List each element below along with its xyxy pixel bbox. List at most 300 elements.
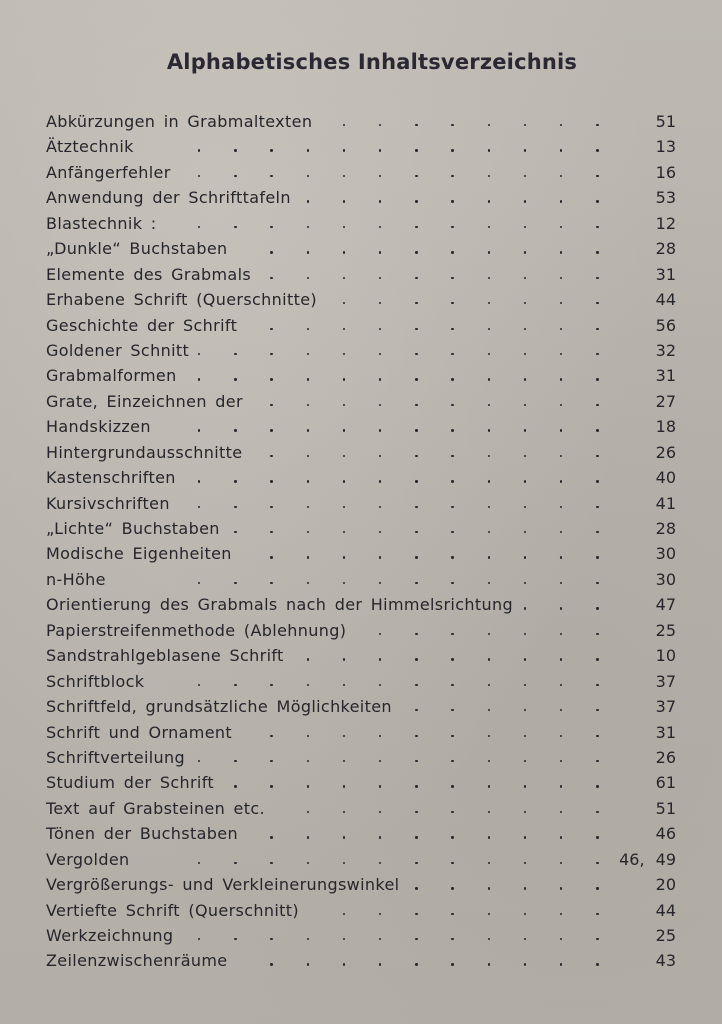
leader-dot [488,913,490,915]
leader-dot [307,251,309,253]
leader-dot [343,913,345,915]
entry-label: Studium der Schrift [46,773,215,793]
leader-dot [596,353,598,355]
entry-page-number: 25 [655,926,676,945]
leader-dot [198,378,200,380]
leader-dot [307,175,309,177]
leader-dot [234,226,236,228]
entry-label: Tönen der Buchstaben [46,824,238,844]
leader-dot [379,404,381,406]
entry-page-number: 37 [655,697,676,717]
leader-dot [560,785,562,787]
leader-dot [198,226,200,228]
leader-dot [596,556,598,558]
entry-page-number: 43 [655,951,676,971]
leader-dot [596,913,598,915]
leader-dot [379,785,381,787]
leader-dot [379,429,381,431]
leader-dot [451,785,453,787]
leader-dot [307,277,309,279]
leader-dot [596,811,598,813]
leader-dot [451,709,453,711]
leader-dot [488,582,490,584]
index-entry [0,313,722,338]
leader-dot [560,302,562,304]
leader-dot [451,938,453,940]
leader-dot [596,735,598,737]
leader-dot [198,938,200,940]
entry-label: Geschichte der Schrift [46,315,238,335]
leader-dot [343,277,345,279]
leader-dot [524,429,526,431]
index-entry [0,694,722,719]
leader-dot [451,328,453,330]
leader-dot [451,124,453,126]
leader-dot [307,149,309,151]
leader-dot [379,277,381,279]
index-entry [0,236,722,261]
index-entry [0,185,722,210]
index-entry [0,287,722,312]
leader-dot [415,149,417,151]
leader-dot [524,938,526,940]
leader-dot [379,735,381,737]
leader-dot [307,226,309,228]
leader-dot [415,480,417,482]
leader-dot [415,353,417,355]
leader-dot [451,811,453,813]
leader-dot [234,531,236,533]
leader-dot [415,709,417,711]
leader-dot [488,480,490,482]
leader-dot [234,175,236,177]
leader-dot [234,149,236,151]
leader-dot [488,531,490,533]
leader-dot [596,251,598,253]
leader-dot [560,277,562,279]
leader-dot [524,913,526,915]
leader-dot [379,480,381,482]
leader-dot [560,200,562,202]
leader-dot [343,658,345,660]
entry-label: Grabmalformen [46,366,177,386]
leader-dot [560,531,562,533]
index-entry [0,720,722,745]
entry-page-number: 26 [655,442,676,462]
entry-label: Vertiefte Schrift (Querschnitt) [46,900,299,920]
leader-dot [415,811,417,813]
leader-dot [415,226,417,228]
leader-dot [596,836,598,838]
leader-dot [524,735,526,737]
entry-label: Erhabene Schrift (Querschnitte) [46,290,317,310]
index-entry [0,643,722,668]
entry-page-number: 40 [655,468,676,488]
leader-dot [198,684,200,686]
leader-dot [307,506,309,508]
leader-dot [596,480,598,482]
leader-dot [560,226,562,228]
leader-dot [488,633,490,635]
leader-dot [524,836,526,838]
leader-dot [596,302,598,304]
leader-dot [488,302,490,304]
leader-dot [379,328,381,330]
leader-dot [343,328,345,330]
leader-dot [415,658,417,660]
entry-page-number: 10 [655,646,676,666]
leader-dot [379,378,381,380]
entry-label: Blastechnik : [46,213,157,233]
leader-dot [270,735,272,737]
leader-dot [415,531,417,533]
leader-dot [307,556,309,558]
entry-label: Grate, Einzeichnen der [46,391,243,411]
leader-dot [488,404,490,406]
leader-dot [560,963,562,965]
leader-dot [488,353,490,355]
leader-dot [343,760,345,762]
leader-dot [560,862,562,864]
leader-dot [451,455,453,457]
entry-label: Schriftverteilung [46,747,186,767]
leader-dot [270,455,272,457]
entry-page-number: 44 [655,290,676,310]
leader-dot [415,913,417,915]
leader-dot [488,836,490,838]
leader-dot [270,328,272,330]
entry-label: Vergolden [46,849,130,869]
leader-dot [379,251,381,253]
leader-dot [560,328,562,330]
leader-dot [451,149,453,151]
leader-dot [307,582,309,584]
entry-page-number: 27 [655,391,676,411]
leader-dot [451,658,453,660]
entry-page-number: 13 [655,137,676,157]
entry-label: Sandstrahlgeblasene Schrift [46,646,284,666]
leader-dot [560,175,562,177]
leader-dot [379,684,381,686]
entry-page-number: 46, 49 [619,849,676,869]
leader-dot [596,277,598,279]
leader-dot [343,556,345,558]
leader-dot [524,531,526,533]
leader-dot [270,862,272,864]
entry-page-number: 31 [655,722,676,742]
leader-dot [488,200,490,202]
leader-dot [343,963,345,965]
leader-dot [198,149,200,151]
leader-dot [560,633,562,635]
leader-dot [198,480,200,482]
entry-page-number: 56 [655,315,676,335]
leader-dot [524,226,526,228]
leader-dot [343,302,345,304]
leader-dot [415,277,417,279]
leader-dot [596,226,598,228]
leader-dot [596,785,598,787]
leader-dot [379,531,381,533]
leader-dot [234,684,236,686]
leader-dot [343,684,345,686]
leader-dot [198,429,200,431]
leader-dot [415,633,417,635]
leader-dot [343,582,345,584]
entry-label: Goldener Schnitt [46,340,190,360]
leader-dot [524,709,526,711]
leader-dot [343,506,345,508]
leader-dot [560,378,562,380]
entry-page-number: 12 [655,213,676,233]
index-entry [0,516,722,541]
leader-dot [343,404,345,406]
leader-dot [560,887,562,889]
entry-page-number: 46 [655,824,676,844]
leader-dot [270,149,272,151]
leader-dot [307,785,309,787]
leader-dot [379,938,381,940]
leader-dot [488,328,490,330]
leader-dot [596,404,598,406]
leader-dot [270,938,272,940]
leader-dot [307,378,309,380]
entry-page-number: 31 [655,264,676,284]
leader-dot [307,531,309,533]
leader-dot [234,378,236,380]
leader-dot [415,836,417,838]
leader-dot [198,506,200,508]
leader-dot [560,684,562,686]
leader-dot [596,862,598,864]
leader-dot [451,582,453,584]
entry-label: Anwendung der Schrifttafeln [46,188,291,208]
leader-dot [488,735,490,737]
entry-label: Anfängerfehler [46,162,171,182]
leader-dot [415,404,417,406]
index-entry [0,872,722,897]
leader-dot [234,862,236,864]
leader-dot [451,302,453,304]
leader-dot [451,506,453,508]
leader-dot [307,684,309,686]
leader-dot [415,429,417,431]
leader-dot [198,862,200,864]
leader-dot [270,785,272,787]
entry-page-number: 51 [655,112,676,131]
leader-dot [343,480,345,482]
page-title: Alphabetisches Inhaltsverzeichnis [166,50,578,74]
leader-dot [560,836,562,838]
leader-dot [307,760,309,762]
leader-dot [560,149,562,151]
entry-page-number: 28 [655,239,676,259]
leader-dot [596,378,598,380]
leader-dot [379,556,381,558]
leader-dot [560,124,562,126]
leader-dot [596,963,598,965]
leader-dot [524,378,526,380]
leader-dot [524,658,526,660]
leader-dot [307,862,309,864]
leader-dot [560,582,562,584]
alphabetical-index [0,109,722,974]
index-entry [0,491,722,516]
leader-dot [234,760,236,762]
index-entry [0,134,722,159]
entry-page-number: 25 [655,620,676,640]
leader-dot [488,887,490,889]
leader-dot [560,709,562,711]
entry-label: Text auf Grabsteinen etc. [46,798,265,818]
leader-dot [270,429,272,431]
leader-dot [560,938,562,940]
leader-dot [451,200,453,202]
leader-dot [524,251,526,253]
leader-dot [379,913,381,915]
leader-dot [596,200,598,202]
entry-label: „Dunkle“ Buchstaben [46,239,228,259]
leader-dot [524,302,526,304]
leader-dot [488,251,490,253]
index-entry [0,414,722,439]
leader-dot [234,480,236,482]
leader-dot [596,531,598,533]
leader-dot [488,124,490,126]
entry-page-number: 51 [655,798,676,818]
leader-dot [596,887,598,889]
index-entry [0,211,722,236]
leader-dot [379,175,381,177]
leader-dot [451,913,453,915]
entry-page-number: 20 [655,875,676,895]
leader-dot [524,124,526,126]
leader-dot [343,226,345,228]
leader-dot [415,785,417,787]
leader-dot [198,582,200,584]
leader-dot [524,277,526,279]
leader-dot [415,963,417,965]
leader-dot [343,175,345,177]
leader-dot [415,506,417,508]
leader-dot [343,735,345,737]
entry-page-number: 28 [655,519,676,538]
leader-dot [451,429,453,431]
index-entry [0,923,722,948]
leader-dot [488,506,490,508]
leader-dot [596,506,598,508]
leader-dot [307,429,309,431]
leader-dot [415,862,417,864]
leader-dot [560,353,562,355]
leader-dot [524,785,526,787]
leader-dot [451,277,453,279]
leader-dot [596,455,598,457]
entry-page-number: 30 [655,569,676,589]
leader-dot [379,226,381,228]
entry-label: Hintergrundausschnitte [46,442,243,462]
leader-dot [415,251,417,253]
index-entry [0,363,722,388]
leader-dot [451,862,453,864]
leader-dot [524,149,526,151]
entry-page-number: 44 [655,900,676,920]
leader-dot [307,836,309,838]
leader-dot [270,684,272,686]
leader-dot [343,429,345,431]
leader-dot [560,607,562,609]
index-entry [0,821,722,846]
leader-dot [524,200,526,202]
leader-dot [488,963,490,965]
leader-dot [415,455,417,457]
leader-dot [451,760,453,762]
entry-page-number: 37 [655,671,676,691]
leader-dot [524,582,526,584]
leader-dot [596,658,598,660]
leader-dot [596,582,598,584]
leader-dot [560,455,562,457]
leader-dot [524,506,526,508]
leader-dot [524,811,526,813]
leader-dot [524,963,526,965]
leader-dot [488,938,490,940]
leader-dot [415,328,417,330]
leader-dot [270,836,272,838]
leader-dot [307,963,309,965]
leader-dot [234,785,236,787]
leader-dot [596,175,598,177]
leader-dot [270,378,272,380]
leader-dot [415,684,417,686]
entry-label: Orientierung des Grabmals nach der Himmelsrichtung [46,595,513,615]
leader-dot [488,684,490,686]
leader-dot [343,378,345,380]
leader-dot [488,556,490,558]
leader-dot [524,607,526,609]
entry-label: Ätztechnik [46,137,134,157]
leader-dot [451,353,453,355]
entry-label: Kastenschriften [46,468,176,488]
leader-dot [596,684,598,686]
entry-label: Elemente des Grabmals [46,264,252,284]
index-entry [0,262,722,287]
leader-dot [524,862,526,864]
leader-dot [451,684,453,686]
entry-page-number: 18 [655,417,676,437]
leader-dot [596,938,598,940]
leader-dot [379,455,381,457]
leader-dot [560,506,562,508]
leader-dot [451,531,453,533]
leader-dot [343,455,345,457]
leader-dot [596,149,598,151]
leader-dot [270,582,272,584]
entry-label: Schriftblock [46,671,145,691]
index-entry [0,847,722,872]
index-entry [0,109,722,134]
leader-dot [270,251,272,253]
leader-dot [379,836,381,838]
entry-label: Schrift und Ornament [46,722,233,742]
index-entry [0,440,722,465]
index-entry [0,338,722,363]
leader-dot [379,582,381,584]
leader-dot [524,328,526,330]
leader-dot [596,429,598,431]
leader-dot [270,963,272,965]
leader-dot [415,556,417,558]
